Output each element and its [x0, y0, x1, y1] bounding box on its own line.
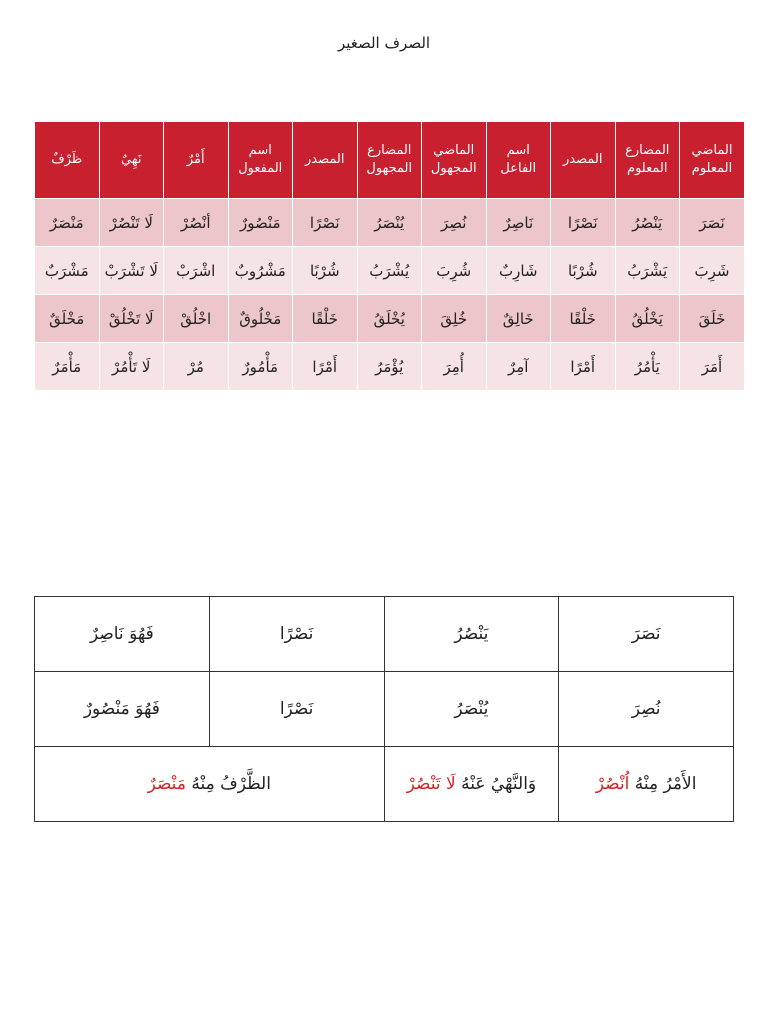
table-row	[35, 199, 745, 247]
table-cell: اخْلُقْ	[164, 295, 229, 343]
header-cell: اسم المفعول	[228, 122, 293, 199]
table-cell: خَلْقًا	[293, 295, 358, 343]
table-cell: مَأْمُورٌ	[228, 343, 293, 391]
summary-row	[35, 747, 734, 822]
table-cell: يَخْلُقُ	[615, 295, 680, 343]
table-cell: شَارِبٌ	[486, 247, 551, 295]
nahy-text: وَالنَّهْيُ عَنْهُ	[461, 774, 537, 794]
table-cell: لَا تَشْرَبْ	[99, 247, 164, 295]
table-cell: يُخْلَقُ	[357, 295, 422, 343]
table-cell: شَرِبَ	[680, 247, 745, 295]
table-cell: يُشْرَبُ	[357, 247, 422, 295]
header-cell: المضارع المجهول	[357, 122, 422, 199]
summary-cell: يُنْصَرُ	[384, 672, 559, 747]
table-cell: مَخْلَقٌ	[35, 295, 100, 343]
summary-cell: نَصْرًا	[209, 672, 384, 747]
table-cell: يَأْمُرُ	[615, 343, 680, 391]
summary-table	[34, 596, 734, 822]
table-cell: خَالِقٌ	[486, 295, 551, 343]
conjugation-table	[34, 122, 744, 390]
header-cell: نَهِيٌ	[99, 122, 164, 199]
header-cell: الماضي المجهول	[422, 122, 487, 199]
table-cell: أَمْرًا	[551, 343, 616, 391]
table-cell: مَنْصُورٌ	[228, 199, 293, 247]
table-cell: خُلِقَ	[422, 295, 487, 343]
amr-cell	[559, 747, 734, 822]
summary-cell: نَصَرَ	[559, 597, 734, 672]
table-cell: نَصْرًا	[551, 199, 616, 247]
page-title: الصرف الصغير	[337, 34, 431, 52]
amr-text: الأَمْرُ مِنْهُ	[634, 774, 697, 794]
table-cell: خَلْقًا	[551, 295, 616, 343]
zarf-value: مَنْصَرٌ	[147, 774, 186, 794]
table-cell: أُمِرَ	[422, 343, 487, 391]
summary-cell: نُصِرَ	[559, 672, 734, 747]
table-cell: شُرْبًا	[293, 247, 358, 295]
table-cell: لَا تَأْمُرْ	[99, 343, 164, 391]
table-cell: يَنْصُرُ	[615, 199, 680, 247]
table-cell: مَنْصَرٌ	[35, 199, 100, 247]
summary-cell: يَنْصُرُ	[384, 597, 559, 672]
table-row	[35, 343, 745, 391]
table-cell: لَا تَنْصُرْ	[99, 199, 164, 247]
table-cell: يُؤْمَرُ	[357, 343, 422, 391]
table-header-row	[35, 122, 745, 199]
header-cell: ظَرْفٌ	[35, 122, 100, 199]
header-cell: اسم الفاعل	[486, 122, 551, 199]
nahy-value: لَا تَنْصُرْ	[406, 774, 456, 794]
table-cell: مَشْرُوبٌ	[228, 247, 293, 295]
header-cell: المضارع المعلوم	[615, 122, 680, 199]
table-cell: أَمَرَ	[680, 343, 745, 391]
table-cell: مَشْرَبٌ	[35, 247, 100, 295]
table-cell: يُنْصَرُ	[357, 199, 422, 247]
table-cell: نُصِرَ	[422, 199, 487, 247]
table-cell: نَصَرَ	[680, 199, 745, 247]
nahy-cell	[384, 747, 559, 822]
header-cell: المصدر	[293, 122, 358, 199]
zarf-text: الظَّرْفُ مِنْهُ	[191, 774, 271, 794]
table-cell: مُرْ	[164, 343, 229, 391]
summary-row	[35, 672, 734, 747]
table-cell: يَشْرَبُ	[615, 247, 680, 295]
table-cell: خَلَقَ	[680, 295, 745, 343]
table-cell: آمِرٌ	[486, 343, 551, 391]
summary-cell: نَصْرًا	[209, 597, 384, 672]
table-row	[35, 295, 745, 343]
header-cell: المصدر	[551, 122, 616, 199]
table-cell: لَا تَخْلُقْ	[99, 295, 164, 343]
table-row	[35, 247, 745, 295]
summary-row	[35, 597, 734, 672]
table-cell: شُرْبًا	[551, 247, 616, 295]
table-cell: مَأْمَرٌ	[35, 343, 100, 391]
table-cell: نَصْرًا	[293, 199, 358, 247]
table-cell: اشْرَبْ	[164, 247, 229, 295]
summary-cell: فَهُوَ نَاصِرٌ	[35, 597, 210, 672]
summary-cell: فَهُوَ مَنْصُورٌ	[35, 672, 210, 747]
table-cell: شُرِبَ	[422, 247, 487, 295]
header-cell: الماضي المعلوم	[680, 122, 745, 199]
table-cell: أَمْرًا	[293, 343, 358, 391]
table-cell: نَاصِرٌ	[486, 199, 551, 247]
header-cell: أَمْرٌ	[164, 122, 229, 199]
table-cell: أنْصُرْ	[164, 199, 229, 247]
amr-value: اُنْصُرْ	[595, 774, 630, 794]
table-cell: مَخْلُوقٌ	[228, 295, 293, 343]
zarf-cell	[35, 747, 385, 822]
